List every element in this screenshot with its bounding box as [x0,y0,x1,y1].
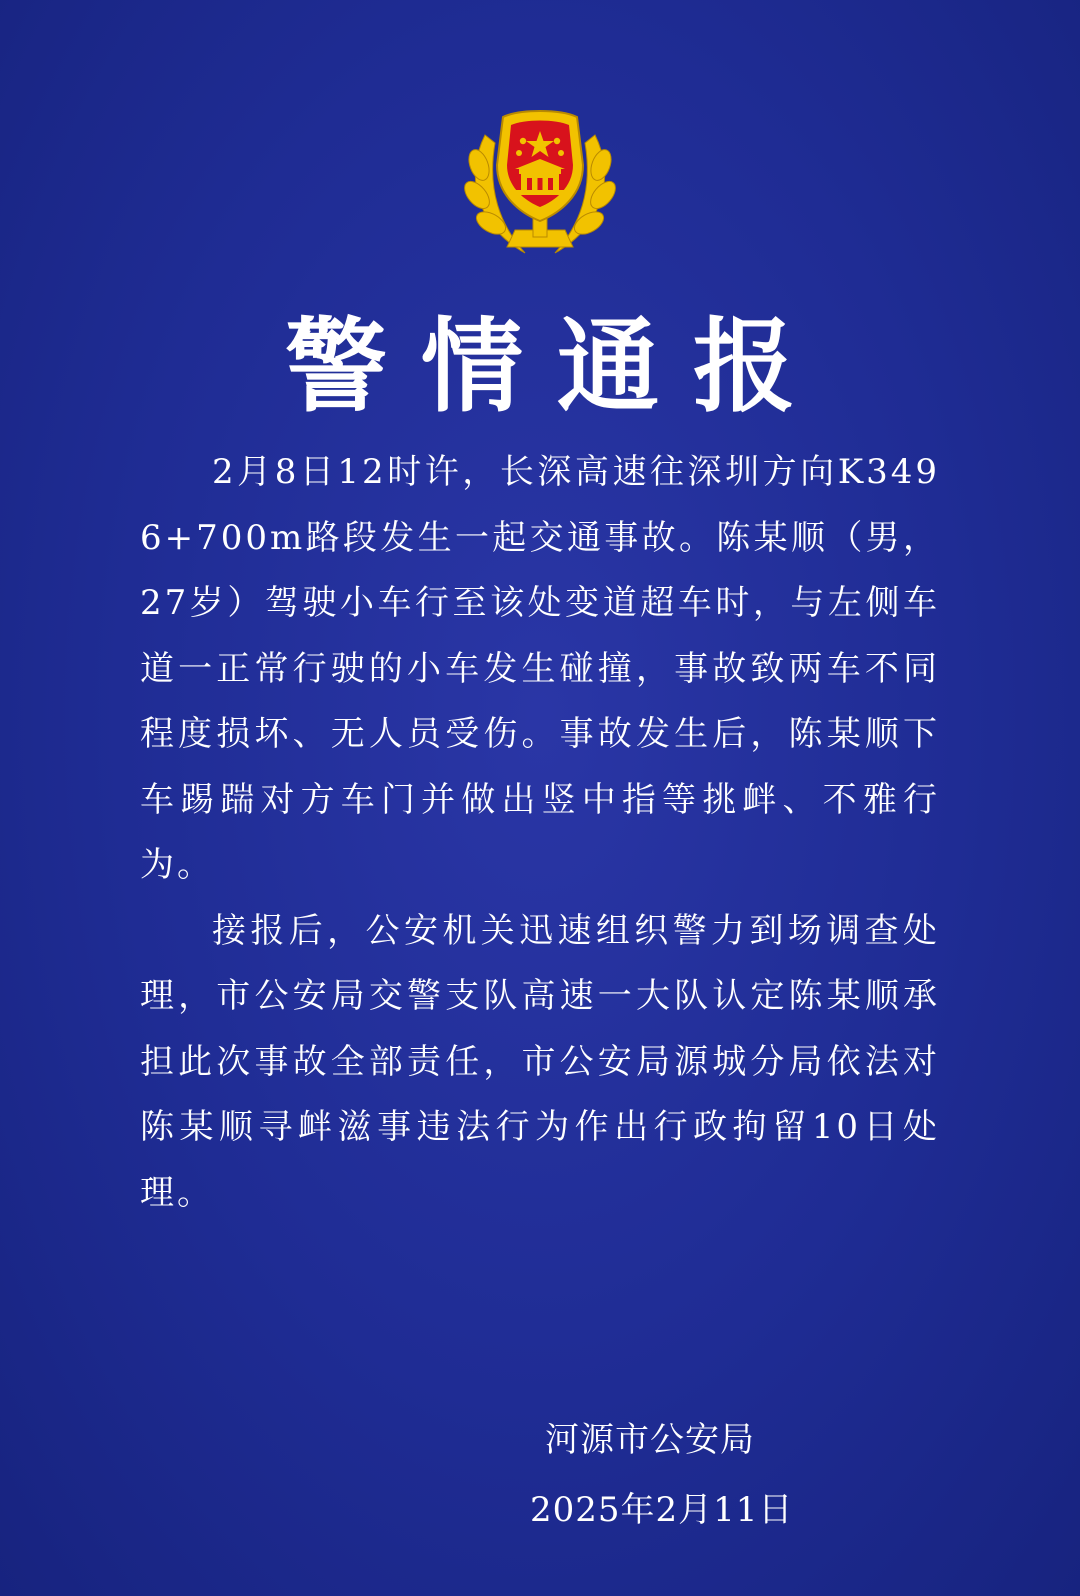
notice-paragraph-2: 接报后，公安机关迅速组织警力到场调查处理，市公安局交警支队高速一大队认定陈某顺承担此次事故全部责任，市公安局源城分局依法对陈某顺寻衅滋事违法行为作出行政拘留10日处理。 [140,910,940,1213]
police-emblem-icon [455,95,625,265]
issuer-name: 河源市公安局 [545,1420,755,1460]
notice-title: 警情通报 [285,308,829,427]
notice-body [140,440,940,1226]
issue-date: 2025年2月11日 [530,1490,794,1530]
notice-paragraph-1: 2月8日12时许，长深高速往深圳方向K3496+700m路段发生一起交通事故。陈某顺（男，27岁）驾驶小车行至该处变道超车时，与左侧车道一正常行驶的小车发生碰撞，事故致两车不同程度损坏、无人员受伤。事故发生后，陈某顺下车踢踹对方车门并做出竖中指等挑衅、不雅行为。 [140,452,940,885]
notice-signature [530,1405,794,1545]
